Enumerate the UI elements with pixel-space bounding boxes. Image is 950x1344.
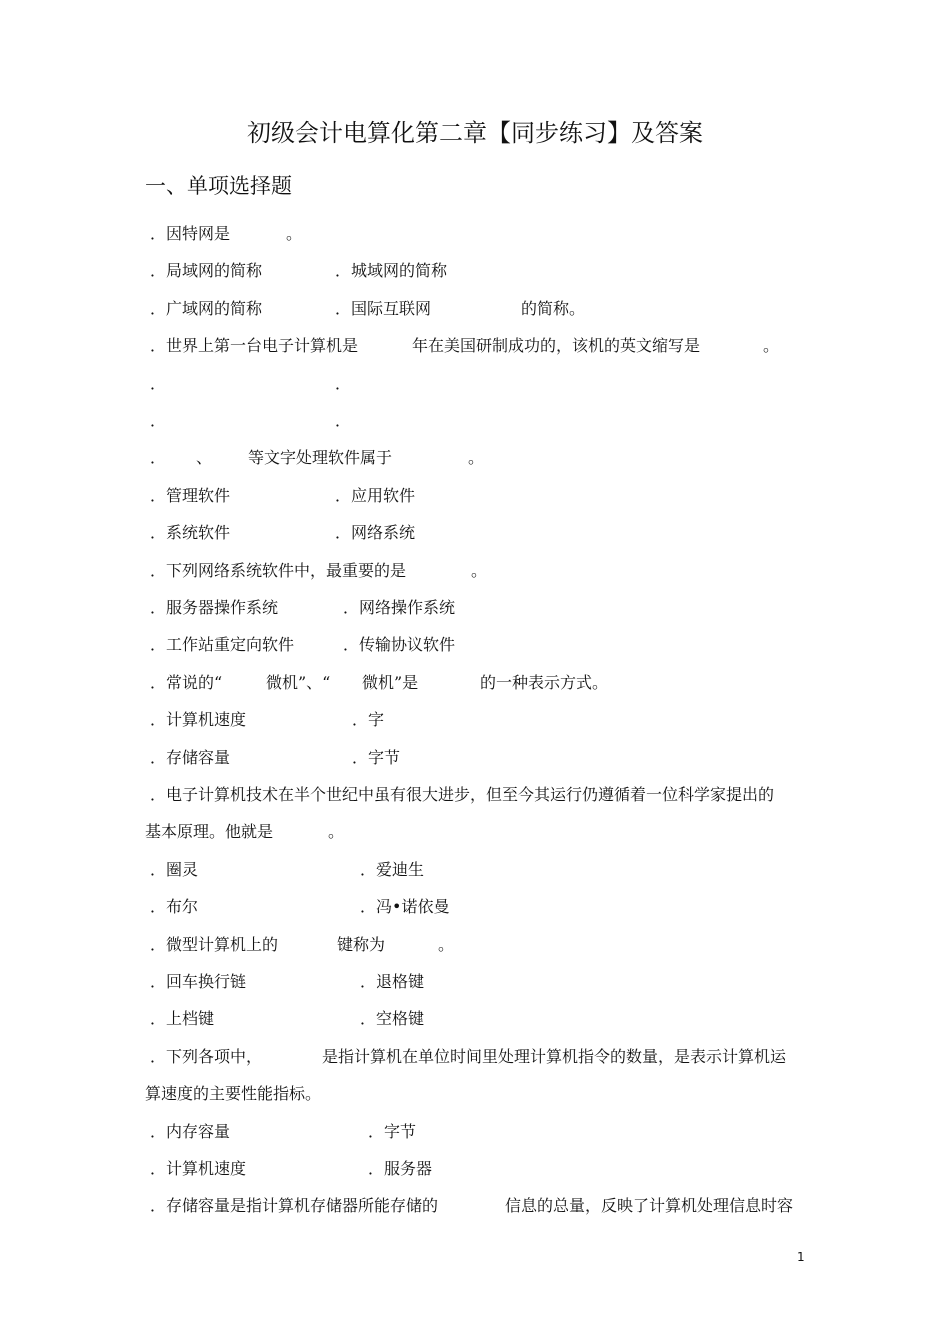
text-line bbox=[0, 707, 950, 733]
text-segment: 基本原理。他就是 bbox=[145, 822, 274, 841]
text-segment: ．内存容量 bbox=[150, 1122, 231, 1141]
text-line bbox=[0, 1193, 950, 1219]
text-segment: ．常说的“ bbox=[150, 673, 223, 692]
text-line bbox=[0, 819, 950, 845]
text-line bbox=[0, 296, 950, 322]
text-segment: ．网络系统 bbox=[335, 523, 416, 542]
text-segment: 的一种表示方式。 bbox=[480, 673, 609, 692]
text-segment: ．圈灵 bbox=[150, 860, 199, 879]
text-segment: ．计算机速度 bbox=[150, 1159, 247, 1178]
text-segment: ．回车换行链 bbox=[150, 972, 247, 991]
text-line bbox=[0, 1044, 950, 1070]
text-segment: ．因特网是 bbox=[150, 224, 231, 243]
text-segment: 微机”是 bbox=[362, 673, 419, 692]
text-segment: ．计算机速度 bbox=[150, 710, 247, 729]
text-segment: ．字 bbox=[352, 710, 385, 729]
text-segment: 、 bbox=[196, 448, 213, 467]
text-segment: ．存储容量 bbox=[150, 748, 231, 767]
text-segment: ．下列各项中， bbox=[150, 1047, 263, 1066]
text-segment: ．布尔 bbox=[150, 897, 199, 916]
text-line bbox=[0, 1156, 950, 1182]
text-segment: ． bbox=[335, 411, 352, 430]
text-segment: 。 bbox=[471, 561, 488, 580]
text-line bbox=[0, 595, 950, 621]
text-segment: ． bbox=[150, 374, 167, 393]
text-segment: ．冯•诺依曼 bbox=[360, 897, 450, 916]
text-line bbox=[0, 1006, 950, 1032]
text-segment: ．服务器操作系统 bbox=[150, 598, 279, 617]
text-segment: ．应用软件 bbox=[335, 486, 416, 505]
text-segment: 微机”、“ bbox=[266, 673, 331, 692]
text-segment: 年在美国研制成功的，该机的英文缩写是 bbox=[412, 336, 701, 355]
text-segment: ．上档键 bbox=[150, 1009, 215, 1028]
text-line bbox=[0, 670, 950, 696]
text-line bbox=[0, 632, 950, 658]
text-segment: ．字节 bbox=[352, 748, 401, 767]
text-line bbox=[0, 333, 950, 359]
text-segment: ．局域网的简称 bbox=[150, 261, 263, 280]
text-segment: ．系统软件 bbox=[150, 523, 231, 542]
text-segment: ．退格键 bbox=[360, 972, 425, 991]
text-line bbox=[0, 221, 950, 247]
text-segment: ．城域网的简称 bbox=[335, 261, 448, 280]
text-segment: ． bbox=[150, 411, 167, 430]
text-segment: ．电子计算机技术在半个世纪中虽有很大进步，但至今其运行仍遵循着一位科学家提出的 bbox=[150, 785, 775, 804]
text-segment: 的简称。 bbox=[521, 299, 586, 318]
text-line bbox=[0, 483, 950, 509]
text-line bbox=[0, 1081, 950, 1107]
text-line bbox=[0, 969, 950, 995]
text-segment: ．服务器 bbox=[368, 1159, 433, 1178]
text-segment: ． bbox=[150, 448, 167, 467]
text-segment: ．网络操作系统 bbox=[343, 598, 456, 617]
text-segment: 。 bbox=[438, 935, 455, 954]
text-line bbox=[0, 371, 950, 397]
page-number: 1 bbox=[797, 1250, 805, 1264]
text-segment: 。 bbox=[328, 822, 345, 841]
document-title: 初级会计电算化第二章【同步练习】及答案 bbox=[247, 119, 703, 147]
text-segment: ． bbox=[335, 374, 352, 393]
text-segment: 键称为 bbox=[337, 935, 386, 954]
text-line bbox=[0, 857, 950, 883]
text-segment: ．爱迪生 bbox=[360, 860, 425, 879]
text-segment: ．存储容量是指计算机存储器所能存储的 bbox=[150, 1196, 439, 1215]
section-heading: 一、单项选择题 bbox=[145, 174, 292, 198]
text-segment: ．传输协议软件 bbox=[343, 635, 456, 654]
text-line bbox=[0, 894, 950, 920]
text-segment: 。 bbox=[763, 336, 780, 355]
text-line bbox=[0, 1119, 950, 1145]
text-segment: 信息的总量，反映了计算机处理信息时容 bbox=[505, 1196, 794, 1215]
text-segment: ．世界上第一台电子计算机是 bbox=[150, 336, 359, 355]
text-segment: 。 bbox=[286, 224, 303, 243]
text-segment: 是指计算机在单位时间里处理计算机指令的数量，是表示计算机运 bbox=[322, 1047, 787, 1066]
text-segment: ．管理软件 bbox=[150, 486, 231, 505]
text-segment: ．微型计算机上的 bbox=[150, 935, 279, 954]
text-line bbox=[0, 745, 950, 771]
text-segment: ．字节 bbox=[368, 1122, 417, 1141]
text-segment: ．下列网络系统软件中，最重要的是 bbox=[150, 561, 407, 580]
text-line bbox=[0, 445, 950, 471]
text-segment: ．国际互联网 bbox=[335, 299, 432, 318]
text-line bbox=[0, 558, 950, 584]
text-segment: ．空格键 bbox=[360, 1009, 425, 1028]
text-segment: 。 bbox=[468, 448, 485, 467]
text-line bbox=[0, 782, 950, 808]
text-segment: ．工作站重定向软件 bbox=[150, 635, 295, 654]
text-segment: 算速度的主要性能指标。 bbox=[145, 1084, 322, 1103]
text-line bbox=[0, 408, 950, 434]
text-segment: ．广域网的简称 bbox=[150, 299, 263, 318]
text-line bbox=[0, 258, 950, 284]
text-line bbox=[0, 520, 950, 546]
text-segment: 等文字处理软件属于 bbox=[248, 448, 393, 467]
text-line bbox=[0, 932, 950, 958]
